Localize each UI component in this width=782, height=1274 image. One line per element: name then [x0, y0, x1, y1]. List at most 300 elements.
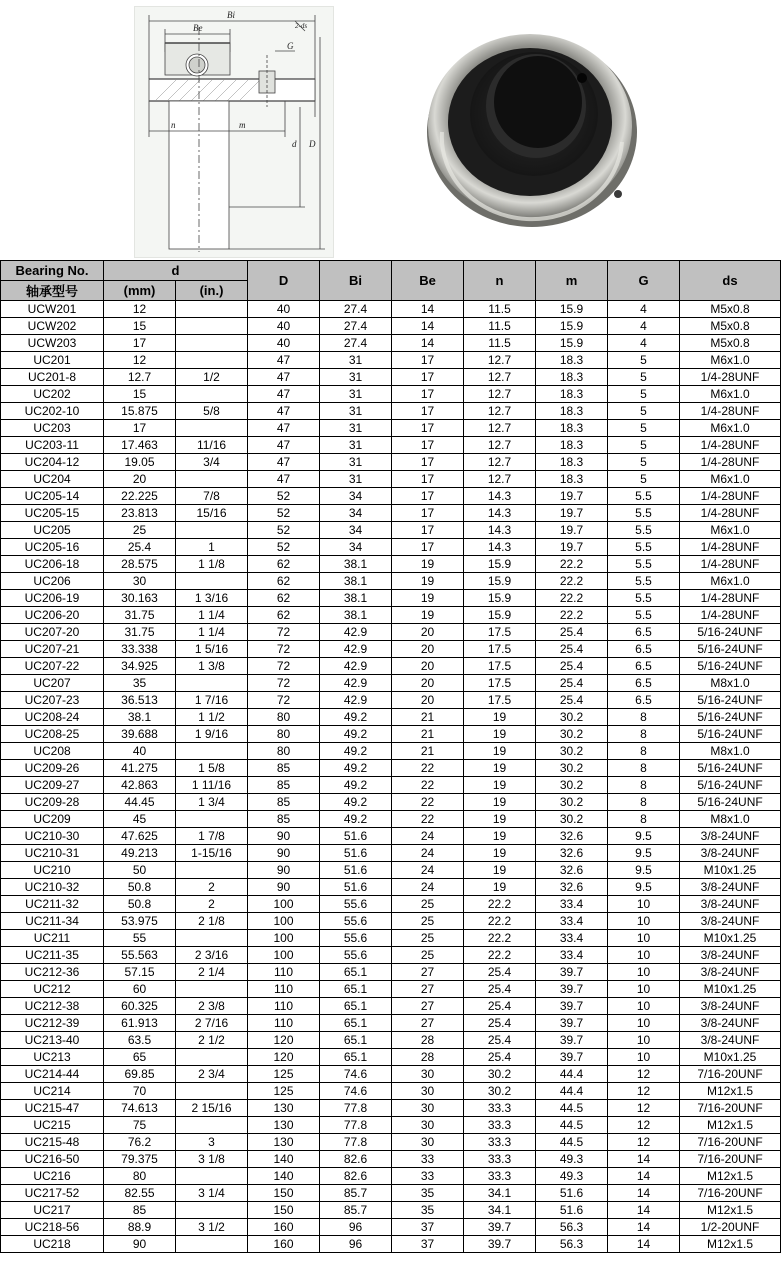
cell-n: 39.7: [464, 1219, 536, 1236]
cell-d-in: 3: [176, 1134, 248, 1151]
header-d-mm: (mm): [104, 281, 176, 301]
cell-ds: 3/8-24UNF: [680, 896, 781, 913]
cell-G: 9.5: [608, 845, 680, 862]
cell-ds: M12x1.5: [680, 1117, 781, 1134]
cell-n: 12.7: [464, 403, 536, 420]
cell-n: 19: [464, 709, 536, 726]
cell-Be: 21: [392, 709, 464, 726]
cell-Bi: 51.6: [320, 845, 392, 862]
header-G: G: [608, 261, 680, 301]
cell-D: 52: [248, 522, 320, 539]
cell-n: 22.2: [464, 947, 536, 964]
header-d: d: [104, 261, 248, 281]
cell-n: 14.3: [464, 539, 536, 556]
cell-Be: 30: [392, 1083, 464, 1100]
cell-Bi: 55.6: [320, 930, 392, 947]
cell-bearing-no: UC206-18: [1, 556, 104, 573]
cell-ds: 3/8-24UNF: [680, 1032, 781, 1049]
cell-bearing-no: UC212-39: [1, 1015, 104, 1032]
table-row: [1, 845, 781, 862]
cell-bearing-no: UC214: [1, 1083, 104, 1100]
cell-G: 4: [608, 318, 680, 335]
cell-D: 40: [248, 301, 320, 318]
table-row: [1, 726, 781, 743]
cell-bearing-no: UC211-35: [1, 947, 104, 964]
cell-G: 5.5: [608, 488, 680, 505]
cell-Be: 21: [392, 743, 464, 760]
cell-Be: 17: [392, 471, 464, 488]
header-Bi: Bi: [320, 261, 392, 301]
cell-Be: 17: [392, 420, 464, 437]
cell-bearing-no: UC205-16: [1, 539, 104, 556]
cell-Bi: 42.9: [320, 624, 392, 641]
cell-m: 44.5: [536, 1134, 608, 1151]
cell-D: 62: [248, 607, 320, 624]
cell-d-in: [176, 573, 248, 590]
table-row: [1, 301, 781, 318]
cell-ds: 5/16-24UNF: [680, 641, 781, 658]
cell-d-in: 15/16: [176, 505, 248, 522]
cell-D: 40: [248, 335, 320, 352]
cell-d-mm: 12.7: [104, 369, 176, 386]
cell-G: 14: [608, 1168, 680, 1185]
cell-Bi: 65.1: [320, 964, 392, 981]
cell-G: 6.5: [608, 675, 680, 692]
cell-D: 62: [248, 590, 320, 607]
cell-Bi: 96: [320, 1236, 392, 1253]
bearing-section-drawing: [135, 7, 333, 257]
cell-d-mm: 45: [104, 811, 176, 828]
cell-G: 12: [608, 1100, 680, 1117]
cell-D: 160: [248, 1219, 320, 1236]
cell-D: 125: [248, 1083, 320, 1100]
cell-Bi: 49.2: [320, 760, 392, 777]
cell-bearing-no: UC205: [1, 522, 104, 539]
cell-ds: M6x1.0: [680, 522, 781, 539]
cell-G: 5: [608, 352, 680, 369]
cell-D: 140: [248, 1168, 320, 1185]
cell-n: 11.5: [464, 335, 536, 352]
cell-n: 15.9: [464, 607, 536, 624]
cell-d-in: [176, 1236, 248, 1253]
cell-d-mm: 90: [104, 1236, 176, 1253]
cell-d-in: [176, 1117, 248, 1134]
header-D: D: [248, 261, 320, 301]
table-row: [1, 692, 781, 709]
figure-area: [0, 0, 782, 260]
table-row: [1, 1134, 781, 1151]
cell-Bi: 31: [320, 420, 392, 437]
cell-bearing-no: UC218: [1, 1236, 104, 1253]
cell-Be: 27: [392, 998, 464, 1015]
cell-n: 15.9: [464, 556, 536, 573]
table-row: [1, 437, 781, 454]
table-row: [1, 828, 781, 845]
table-row: [1, 811, 781, 828]
cell-d-mm: 75: [104, 1117, 176, 1134]
cell-ds: M6x1.0: [680, 471, 781, 488]
cell-Be: 27: [392, 1015, 464, 1032]
cell-Be: 14: [392, 301, 464, 318]
cell-D: 110: [248, 1015, 320, 1032]
table-row: [1, 1202, 781, 1219]
cell-ds: 5/16-24UNF: [680, 777, 781, 794]
cell-d-mm: 88.9: [104, 1219, 176, 1236]
cell-d-mm: 65: [104, 1049, 176, 1066]
cell-n: 19: [464, 726, 536, 743]
cell-ds: 1/4-28UNF: [680, 505, 781, 522]
cell-m: 32.6: [536, 862, 608, 879]
table-row: [1, 981, 781, 998]
table-row: [1, 998, 781, 1015]
cell-D: 80: [248, 743, 320, 760]
cell-d-mm: 50.8: [104, 879, 176, 896]
cell-D: 85: [248, 811, 320, 828]
cell-d-in: 1 7/8: [176, 828, 248, 845]
cell-d-in: 2: [176, 879, 248, 896]
cell-Be: 17: [392, 386, 464, 403]
cell-d-in: 2 1/2: [176, 1032, 248, 1049]
cell-d-mm: 28.575: [104, 556, 176, 573]
label-m: m: [239, 120, 246, 130]
table-row: [1, 1168, 781, 1185]
cell-m: 25.4: [536, 658, 608, 675]
cell-Be: 25: [392, 947, 464, 964]
cell-d-mm: 33.338: [104, 641, 176, 658]
cell-m: 56.3: [536, 1236, 608, 1253]
table-row: [1, 658, 781, 675]
cell-Bi: 31: [320, 386, 392, 403]
cell-Bi: 34: [320, 522, 392, 539]
cell-D: 130: [248, 1117, 320, 1134]
cell-Bi: 27.4: [320, 301, 392, 318]
cell-m: 22.2: [536, 607, 608, 624]
cell-Bi: 49.2: [320, 709, 392, 726]
cell-d-mm: 20: [104, 471, 176, 488]
cell-Bi: 77.8: [320, 1100, 392, 1117]
cell-G: 5.5: [608, 539, 680, 556]
cell-m: 19.7: [536, 505, 608, 522]
cell-bearing-no: UC212-38: [1, 998, 104, 1015]
cell-D: 52: [248, 488, 320, 505]
cell-d-mm: 12: [104, 301, 176, 318]
cell-m: 22.2: [536, 573, 608, 590]
cell-G: 10: [608, 981, 680, 998]
cell-bearing-no: UC207-23: [1, 692, 104, 709]
cell-D: 130: [248, 1100, 320, 1117]
bearing-photo: [422, 22, 642, 232]
cell-G: 8: [608, 794, 680, 811]
cell-Be: 28: [392, 1049, 464, 1066]
table-row: [1, 1236, 781, 1253]
table-row: [1, 590, 781, 607]
cell-d-in: [176, 471, 248, 488]
cell-m: 44.5: [536, 1117, 608, 1134]
cell-ds: 1/4-28UNF: [680, 369, 781, 386]
cell-d-mm: 47.625: [104, 828, 176, 845]
cell-G: 6.5: [608, 624, 680, 641]
cell-ds: 5/16-24UNF: [680, 658, 781, 675]
cell-G: 14: [608, 1185, 680, 1202]
table-row: [1, 1219, 781, 1236]
cell-G: 10: [608, 947, 680, 964]
cell-bearing-no: UC207-21: [1, 641, 104, 658]
cell-D: 100: [248, 913, 320, 930]
cell-Bi: 38.1: [320, 607, 392, 624]
cell-bearing-no: UC209-27: [1, 777, 104, 794]
table-row: [1, 522, 781, 539]
cell-m: 39.7: [536, 964, 608, 981]
table-row: [1, 879, 781, 896]
cell-Be: 20: [392, 692, 464, 709]
cell-Be: 17: [392, 539, 464, 556]
cell-G: 5: [608, 420, 680, 437]
cell-ds: M10x1.25: [680, 981, 781, 998]
cell-G: 14: [608, 1202, 680, 1219]
cell-G: 5.5: [608, 590, 680, 607]
cell-m: 18.3: [536, 437, 608, 454]
table-row: [1, 624, 781, 641]
cell-G: 12: [608, 1066, 680, 1083]
cell-bearing-no: UC207-22: [1, 658, 104, 675]
cell-Bi: 65.1: [320, 981, 392, 998]
table-row: [1, 420, 781, 437]
cell-m: 15.9: [536, 301, 608, 318]
cell-ds: M8x1.0: [680, 743, 781, 760]
cell-bearing-no: UC203: [1, 420, 104, 437]
cell-m: 18.3: [536, 386, 608, 403]
cell-Be: 22: [392, 777, 464, 794]
cell-d-mm: 19.05: [104, 454, 176, 471]
cell-n: 30.2: [464, 1083, 536, 1100]
cell-d-in: 1 3/4: [176, 794, 248, 811]
cell-n: 22.2: [464, 896, 536, 913]
cell-n: 17.5: [464, 641, 536, 658]
table-row: [1, 777, 781, 794]
cell-Bi: 82.6: [320, 1168, 392, 1185]
cell-bearing-no: UC204-12: [1, 454, 104, 471]
cell-D: 150: [248, 1185, 320, 1202]
table-row: [1, 1032, 781, 1049]
cell-ds: 3/8-24UNF: [680, 828, 781, 845]
cell-D: 72: [248, 641, 320, 658]
cell-d-mm: 15: [104, 386, 176, 403]
cell-n: 11.5: [464, 301, 536, 318]
cell-d-in: 1 1/2: [176, 709, 248, 726]
cell-d-in: [176, 386, 248, 403]
cell-bearing-no: UC212-36: [1, 964, 104, 981]
cell-d-mm: 17: [104, 335, 176, 352]
cell-D: 120: [248, 1032, 320, 1049]
cell-ds: 5/16-24UNF: [680, 692, 781, 709]
cell-ds: 5/16-24UNF: [680, 709, 781, 726]
table-row: [1, 556, 781, 573]
cell-d-in: [176, 675, 248, 692]
cell-G: 5: [608, 471, 680, 488]
table-row: [1, 335, 781, 352]
cell-d-in: 1 5/16: [176, 641, 248, 658]
cell-d-in: 2 15/16: [176, 1100, 248, 1117]
cell-bearing-no: UC203-11: [1, 437, 104, 454]
cell-D: 120: [248, 1049, 320, 1066]
cell-G: 8: [608, 726, 680, 743]
cell-Be: 35: [392, 1185, 464, 1202]
cell-ds: M5x0.8: [680, 335, 781, 352]
cell-ds: M10x1.25: [680, 1049, 781, 1066]
cell-bearing-no: UC210-31: [1, 845, 104, 862]
cell-G: 5: [608, 437, 680, 454]
cell-d-in: 2 1/8: [176, 913, 248, 930]
cell-Bi: 49.2: [320, 743, 392, 760]
cell-d-mm: 60: [104, 981, 176, 998]
cell-n: 19: [464, 743, 536, 760]
cell-d-mm: 23.813: [104, 505, 176, 522]
cell-D: 52: [248, 505, 320, 522]
cell-ds: M8x1.0: [680, 675, 781, 692]
cell-m: 19.7: [536, 488, 608, 505]
cell-bearing-no: UC217: [1, 1202, 104, 1219]
cell-d-in: 1 5/8: [176, 760, 248, 777]
cell-G: 14: [608, 1236, 680, 1253]
table-row: [1, 964, 781, 981]
cell-m: 30.2: [536, 709, 608, 726]
cell-m: 30.2: [536, 743, 608, 760]
cell-bearing-no: UC217-52: [1, 1185, 104, 1202]
cell-ds: 3/8-24UNF: [680, 964, 781, 981]
cell-d-in: 1 1/4: [176, 624, 248, 641]
cell-ds: 7/16-20UNF: [680, 1185, 781, 1202]
cell-Bi: 31: [320, 437, 392, 454]
cell-G: 10: [608, 1032, 680, 1049]
cell-Bi: 65.1: [320, 1015, 392, 1032]
cell-d-in: [176, 1083, 248, 1100]
cell-m: 33.4: [536, 947, 608, 964]
cell-ds: 1/4-28UNF: [680, 488, 781, 505]
cell-n: 22.2: [464, 913, 536, 930]
cell-D: 47: [248, 420, 320, 437]
cell-bearing-no: UC211: [1, 930, 104, 947]
cell-m: 33.4: [536, 896, 608, 913]
cell-ds: 1/4-28UNF: [680, 607, 781, 624]
cell-d-mm: 79.375: [104, 1151, 176, 1168]
cell-Be: 14: [392, 318, 464, 335]
cell-D: 72: [248, 658, 320, 675]
table-row: [1, 369, 781, 386]
cell-d-mm: 36.513: [104, 692, 176, 709]
table-row: [1, 760, 781, 777]
cell-Bi: 77.8: [320, 1117, 392, 1134]
cell-n: 19: [464, 879, 536, 896]
cell-Bi: 51.6: [320, 828, 392, 845]
cell-G: 5.5: [608, 505, 680, 522]
cell-d-mm: 31.75: [104, 607, 176, 624]
cell-D: 85: [248, 760, 320, 777]
cell-n: 34.1: [464, 1202, 536, 1219]
cell-bearing-no: UC202: [1, 386, 104, 403]
cell-G: 6.5: [608, 658, 680, 675]
cell-D: 90: [248, 845, 320, 862]
cell-G: 8: [608, 743, 680, 760]
cell-G: 5.5: [608, 607, 680, 624]
cell-Bi: 85.7: [320, 1202, 392, 1219]
cell-d-in: [176, 862, 248, 879]
cell-bearing-no: UC207: [1, 675, 104, 692]
cell-D: 100: [248, 896, 320, 913]
cell-Bi: 49.2: [320, 726, 392, 743]
cell-Be: 30: [392, 1117, 464, 1134]
cell-Be: 17: [392, 522, 464, 539]
cell-G: 12: [608, 1083, 680, 1100]
cell-D: 47: [248, 454, 320, 471]
cell-Be: 20: [392, 675, 464, 692]
cell-Be: 24: [392, 879, 464, 896]
cell-ds: M6x1.0: [680, 352, 781, 369]
cell-n: 22.2: [464, 930, 536, 947]
cell-ds: M10x1.25: [680, 930, 781, 947]
cell-d-in: [176, 420, 248, 437]
cell-n: 33.3: [464, 1168, 536, 1185]
cell-m: 18.3: [536, 420, 608, 437]
cell-d-mm: 50: [104, 862, 176, 879]
cell-G: 12: [608, 1117, 680, 1134]
cell-n: 12.7: [464, 420, 536, 437]
cell-m: 18.3: [536, 352, 608, 369]
cell-G: 10: [608, 1015, 680, 1032]
cell-Bi: 65.1: [320, 998, 392, 1015]
cell-Bi: 38.1: [320, 590, 392, 607]
cell-ds: 7/16-20UNF: [680, 1066, 781, 1083]
cell-G: 14: [608, 1219, 680, 1236]
cell-D: 110: [248, 981, 320, 998]
table-row: [1, 488, 781, 505]
cell-ds: 7/16-20UNF: [680, 1100, 781, 1117]
cell-d-in: [176, 743, 248, 760]
cell-ds: 5/16-24UNF: [680, 726, 781, 743]
cell-Be: 17: [392, 403, 464, 420]
cell-bearing-no: UCW201: [1, 301, 104, 318]
cell-Be: 22: [392, 794, 464, 811]
table-row: [1, 896, 781, 913]
header-Be: Be: [392, 261, 464, 301]
cell-m: 18.3: [536, 454, 608, 471]
cell-d-in: 2: [176, 896, 248, 913]
cell-n: 19: [464, 760, 536, 777]
cell-G: 14: [608, 1151, 680, 1168]
cell-Be: 22: [392, 760, 464, 777]
cell-Be: 21: [392, 726, 464, 743]
dimension-drawing: [134, 6, 334, 258]
cell-d-mm: 35: [104, 675, 176, 692]
cell-Bi: 31: [320, 471, 392, 488]
table-row: [1, 1066, 781, 1083]
cell-G: 10: [608, 913, 680, 930]
cell-D: 140: [248, 1151, 320, 1168]
cell-D: 85: [248, 777, 320, 794]
cell-n: 33.3: [464, 1100, 536, 1117]
cell-d-in: 3 1/4: [176, 1185, 248, 1202]
cell-d-in: [176, 1049, 248, 1066]
cell-ds: M10x1.25: [680, 862, 781, 879]
cell-d-mm: 42.863: [104, 777, 176, 794]
cell-n: 25.4: [464, 1032, 536, 1049]
table-row: [1, 862, 781, 879]
cell-ds: 7/16-20UNF: [680, 1134, 781, 1151]
cell-Bi: 27.4: [320, 318, 392, 335]
cell-n: 11.5: [464, 318, 536, 335]
cell-n: 25.4: [464, 981, 536, 998]
cell-m: 30.2: [536, 760, 608, 777]
cell-Be: 20: [392, 624, 464, 641]
